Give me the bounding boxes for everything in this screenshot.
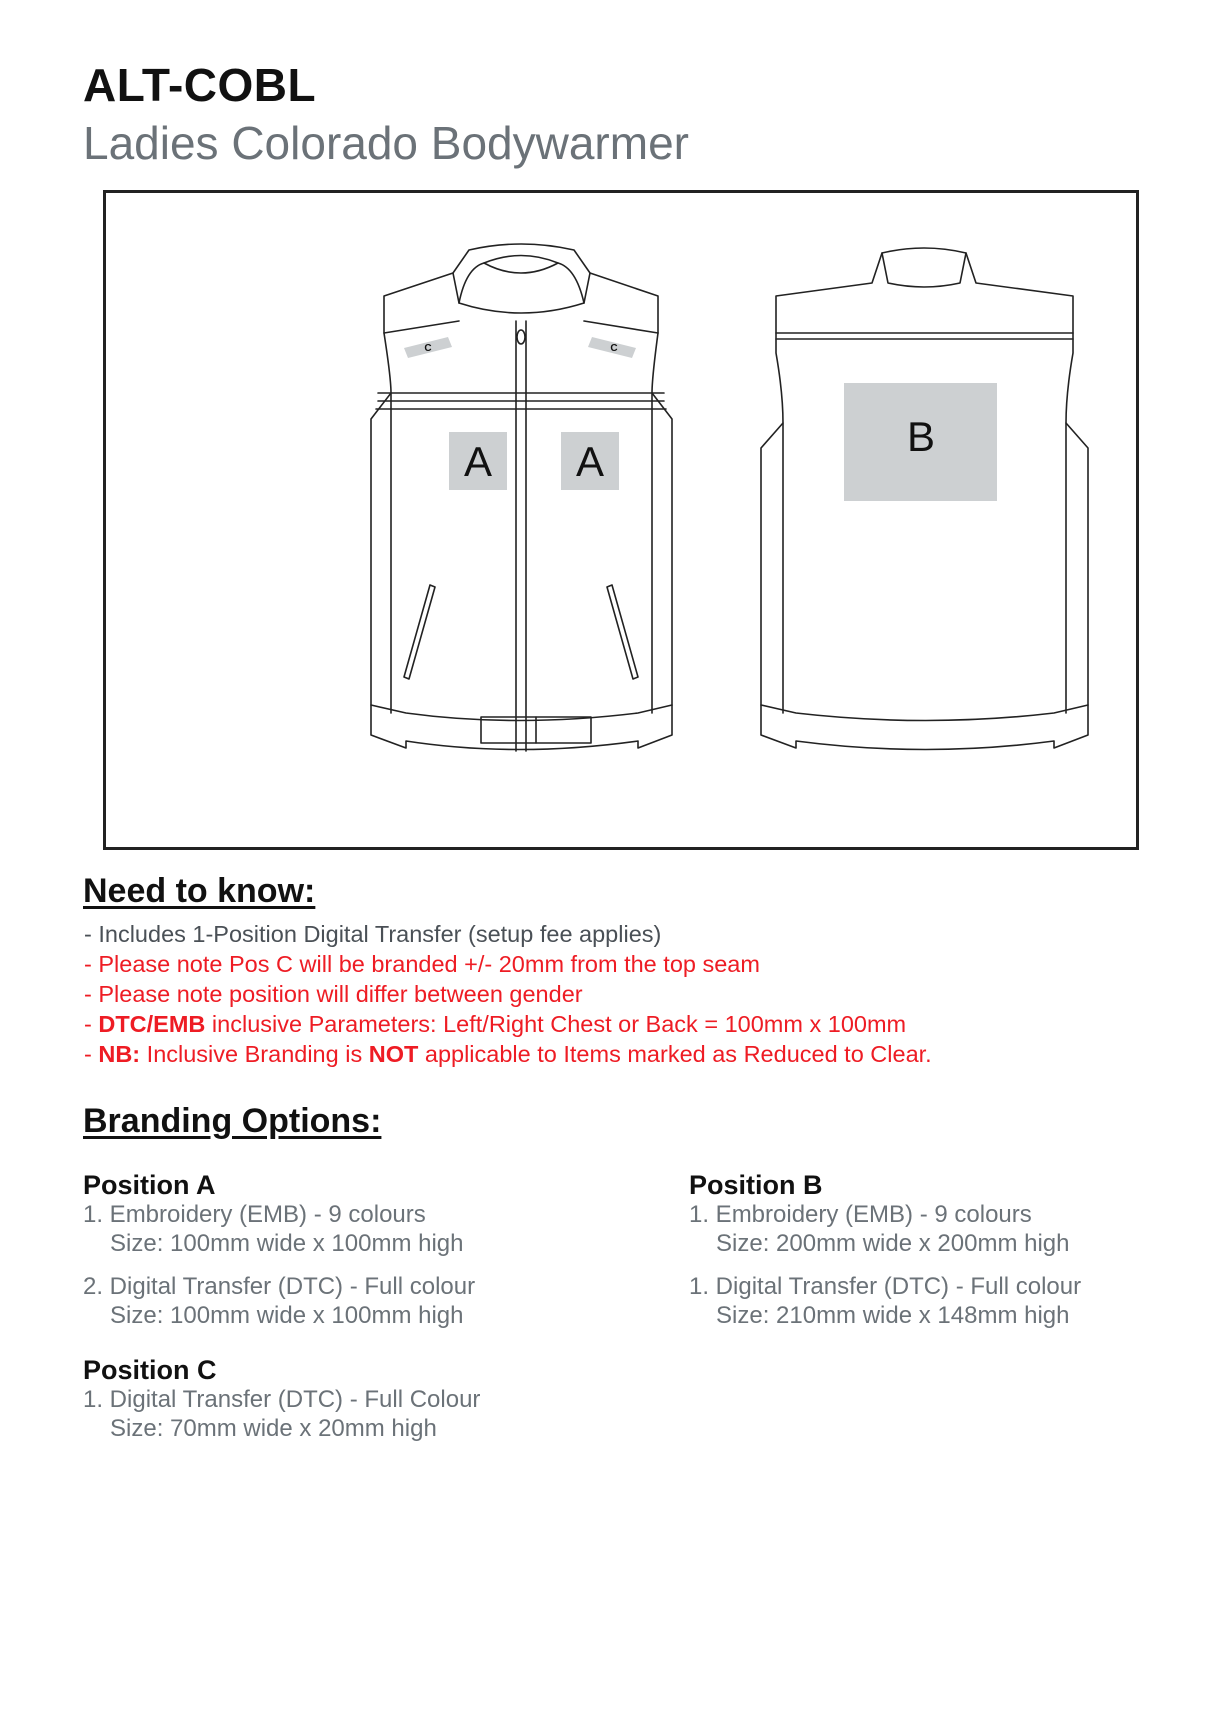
position-a-title: Position A [83, 1170, 216, 1200]
need-to-know-line-5: - NB: Inclusive Branding is NOT applicable to Items marked as Reduced to Clear. [84, 1041, 932, 1067]
need-to-know-heading: Need to know: [83, 872, 316, 910]
position-a-option-2-size: Size: 100mm wide x 100mm high [110, 1302, 464, 1329]
back-hem [761, 705, 1088, 721]
position-c-title: Position C [83, 1355, 217, 1385]
product-code: ALT-COBL [83, 59, 317, 111]
position-c-option-1: 1. Digital Transfer (DTC) - Full Colour [83, 1386, 481, 1413]
front-view [371, 244, 672, 751]
position-c-option-1-size: Size: 70mm wide x 20mm high [110, 1415, 437, 1442]
front-zip [516, 321, 526, 751]
position-a-block [83, 1170, 475, 1330]
position-b-option-2-size: Size: 210mm wide x 148mm high [716, 1302, 1070, 1329]
position-a-left-label: A [463, 438, 493, 485]
position-c-left-label: C [424, 343, 432, 354]
need-to-know-line-3: - Please note position will differ between gender [84, 981, 583, 1007]
position-a-option-1: 1. Embroidery (EMB) - 9 colours [83, 1201, 426, 1228]
product-title: Ladies Colorado Bodywarmer [83, 117, 689, 169]
need-to-know-list [84, 919, 932, 1069]
position-a-option-1-size: Size: 100mm wide x 100mm high [110, 1230, 464, 1257]
front-hem [371, 705, 672, 721]
garment-diagram [103, 190, 1139, 850]
position-b-label: B [906, 413, 936, 460]
position-b-option-2: 1. Digital Transfer (DTC) - Full colour [689, 1273, 1082, 1300]
position-c-right-label: C [610, 343, 618, 354]
position-b-option-1-size: Size: 200mm wide x 200mm high [716, 1230, 1070, 1257]
need-to-know-line-2: - Please note Pos C will be branded +/- 20mm from the top seam [84, 951, 760, 977]
front-right-pocket [607, 585, 638, 679]
garment-drawing [106, 193, 1136, 847]
position-a-right-label: A [575, 438, 605, 485]
position-c-block [83, 1355, 480, 1443]
position-b-option-1: 1. Embroidery (EMB) - 9 colours [689, 1201, 1032, 1228]
need-to-know-line-1: - Includes 1-Position Digital Transfer (setup fee applies) [84, 921, 662, 947]
front-chest-stripe [376, 393, 666, 409]
position-b-title: Position B [689, 1170, 823, 1200]
position-a-option-2: 2. Digital Transfer (DTC) - Full colour [83, 1273, 476, 1300]
position-b-block [689, 1170, 1081, 1330]
back-yoke [776, 333, 1073, 339]
need-to-know-line-4: - DTC/EMB inclusive Parameters: Left/Right Chest or Back = 100mm x 100mm [84, 1011, 907, 1037]
branding-options-heading: Branding Options: [83, 1102, 382, 1140]
front-left-pocket [404, 585, 435, 679]
